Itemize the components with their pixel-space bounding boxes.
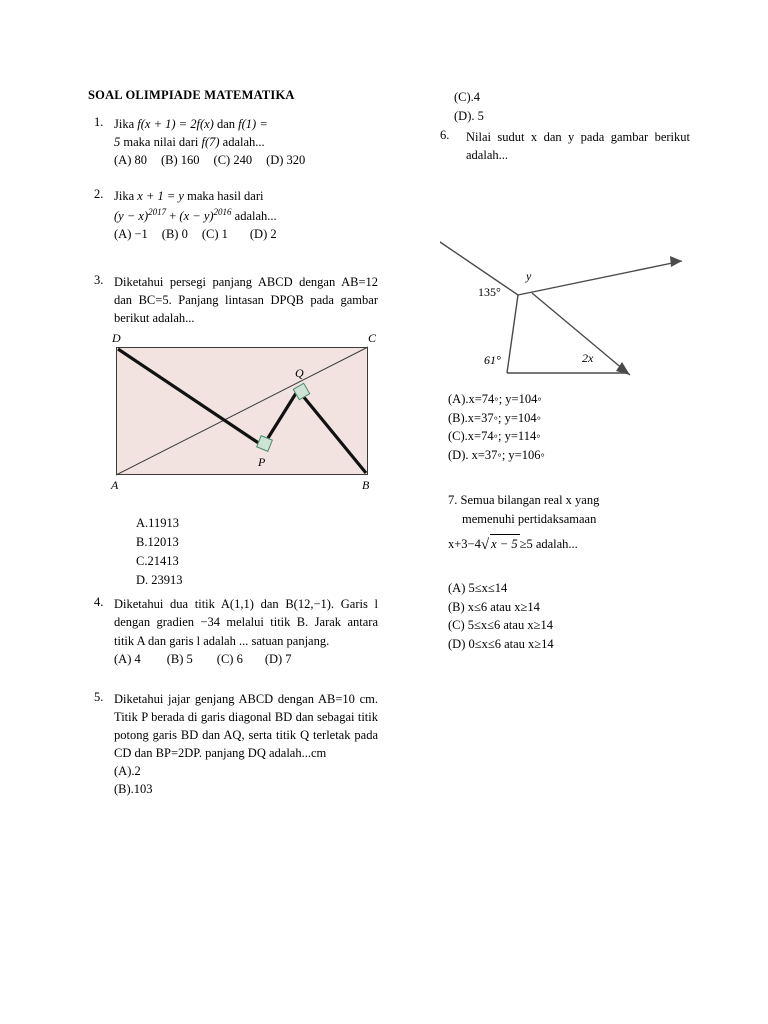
q1-text-mid: dan xyxy=(213,117,239,131)
question-5 xyxy=(88,690,378,799)
q6-option-c: (C).x=74◦; y=114◦ xyxy=(448,429,541,444)
rectangle-figure-lines xyxy=(98,333,388,508)
q5-option-b: (B).103 xyxy=(114,782,153,797)
question-5-options-continued xyxy=(454,88,690,126)
q2-expr-base-1: (y − x) xyxy=(114,208,149,223)
q5-option-a: (A).2 xyxy=(114,764,141,779)
question-2 xyxy=(88,187,378,243)
angle-figure-lines xyxy=(440,177,690,382)
q1-text-pre: Jika xyxy=(114,117,138,131)
q2-expr-exponent-2: 2016 xyxy=(213,206,232,217)
q7-option-c: (C) 5≤x≤6 atau x≥14 xyxy=(448,618,553,633)
q1-text-post: adalah... xyxy=(219,135,265,150)
q1-value-5: 5 xyxy=(114,135,121,150)
q1-option-c: (C) 240 xyxy=(213,153,253,168)
question-7-number: 7. xyxy=(448,492,458,507)
question-6-body: Nilai sudut x dan y pada gambar berikut adalah... xyxy=(466,129,690,162)
q2-option-c: (C) 1 xyxy=(201,226,228,241)
q1-option-d: (D) 320 xyxy=(266,153,306,168)
q2-text-post2: adalah... xyxy=(231,208,277,223)
q6-option-d: (D). x=37◦; y=106◦ xyxy=(448,448,545,462)
q6-option-b: (B).x=37◦; y=104◦ xyxy=(448,410,542,425)
q1-option-a: (A) 80 xyxy=(114,153,147,168)
q4-option-a: (A) 4 xyxy=(114,651,141,666)
rectangle-dpqb-figure xyxy=(98,333,388,508)
question-6-options xyxy=(448,390,690,465)
question-4-body xyxy=(114,595,378,668)
question-1-options xyxy=(114,151,378,169)
question-1-number: 1. xyxy=(94,115,104,129)
q7-expr-post: ≥5 adalah... xyxy=(519,537,578,552)
q3-option-b: B.12013 xyxy=(136,535,179,550)
question-2-options xyxy=(114,225,378,243)
q4-option-d: (D) 7 xyxy=(264,651,292,666)
q5-text: Diketahui jajar genjang ABCD dengan AB=10 cm. Titik P berada di garis diagonal BD dan sebagai titik potong garis BD dan AQ, serta titik Q terletak pada CD dan BP=2DP. panjang DQ adalah...cm xyxy=(114,691,378,761)
question-5-body xyxy=(114,690,378,799)
page-title: SOAL OLIMPIADE MATEMATIKA xyxy=(88,88,295,102)
question-3-body: Diketahui persegi panjang ABCD dengan AB=12 dan BC=5. Panjang lintasan DPQB pada gambar berikut adalah... xyxy=(114,274,378,326)
vertex-label-d: D xyxy=(112,331,121,346)
q2-formula-1: x + 1 = y xyxy=(137,189,184,204)
q1-formula-2: f(1) = xyxy=(238,117,268,131)
q4-option-c: (C) 6 xyxy=(216,651,243,666)
angle-label-61: 61° xyxy=(484,352,501,367)
sqrt-icon: √ xyxy=(480,537,490,554)
vertex-label-a: A xyxy=(111,478,119,493)
q7-option-a: (A) 5≤x≤14 xyxy=(448,580,508,595)
q1-option-b: (B) 160 xyxy=(160,153,200,168)
question-6 xyxy=(440,128,690,164)
question-5-number: 5. xyxy=(94,689,104,704)
question-7-options xyxy=(448,579,690,654)
q3-option-a: A.11913 xyxy=(136,516,179,531)
point-label-p: P xyxy=(258,455,266,470)
question-7-text-line-1: Semua bilangan real x yang xyxy=(460,492,600,507)
q1-formula-3: f(7) xyxy=(201,135,220,150)
question-6-number: 6. xyxy=(440,127,450,142)
q3-option-c: C.21413 xyxy=(136,553,179,568)
vertex-label-b: B xyxy=(362,478,370,493)
q2-expr-base-2: (x − y) xyxy=(179,208,214,223)
q2-expr-exponent-1: 2017 xyxy=(148,206,167,217)
q5-option-c: (C).4 xyxy=(454,90,481,104)
point-label-q: Q xyxy=(295,366,304,381)
q7-expr-pre: x+3−4 xyxy=(448,537,481,552)
q4-option-b: (B) 5 xyxy=(166,651,193,666)
question-1 xyxy=(88,115,378,169)
q6-option-a: (A).x=74◦; y=104◦ xyxy=(448,391,542,406)
right-column xyxy=(440,88,690,654)
q1-formula-1: f(x + 1) = 2f(x) xyxy=(137,117,214,131)
q7-option-d: (D) 0≤x≤6 atau x≥14 xyxy=(448,637,554,651)
q2-text-post: maka hasil dari xyxy=(183,189,264,204)
question-4 xyxy=(88,595,378,668)
angle-label-135: 135° xyxy=(478,284,501,299)
question-3 xyxy=(88,273,378,327)
q2-option-a: (A) −1 xyxy=(114,226,148,241)
angle-label-y: y xyxy=(526,268,532,283)
q2-option-d: (D) 2 xyxy=(249,226,277,241)
question-3-number: 3. xyxy=(94,272,104,287)
question-7 xyxy=(448,491,690,557)
q2-expr-plus: + xyxy=(166,208,180,223)
angle-xy-figure xyxy=(440,177,690,382)
question-2-body xyxy=(114,187,378,243)
q5-option-d: (D). 5 xyxy=(454,108,484,123)
question-4-number: 4. xyxy=(94,595,104,610)
question-7-heading xyxy=(448,491,690,510)
question-7-expression xyxy=(448,534,690,557)
question-2-number: 2. xyxy=(94,187,104,202)
question-1-body xyxy=(114,115,378,169)
question-3-options xyxy=(136,514,378,589)
question-7-text-line-2: memenuhi pertidaksamaan xyxy=(462,511,597,526)
vertex-label-c: C xyxy=(368,331,377,346)
question-5-options xyxy=(114,762,378,798)
q7-option-b: (B) x≤6 atau x≥14 xyxy=(448,599,540,614)
q2-option-b: (B) 0 xyxy=(161,226,188,241)
left-column xyxy=(88,88,378,812)
angle-label-2x: 2x xyxy=(582,350,594,365)
q3-option-d: D. 23913 xyxy=(136,572,183,587)
q2-text-pre: Jika xyxy=(114,189,138,204)
q1-text-mid2: maka nilai dari xyxy=(120,135,202,150)
q4-text: Diketahui dua titik A(1,1) dan B(12,−1). Garis l dengan gradien −34 melalui titik B. Jarak antara titik A dan garis l adalah ... satuan panjang. xyxy=(114,597,378,648)
q7-radicand: x − 5 xyxy=(490,534,519,554)
question-4-options xyxy=(114,650,378,668)
